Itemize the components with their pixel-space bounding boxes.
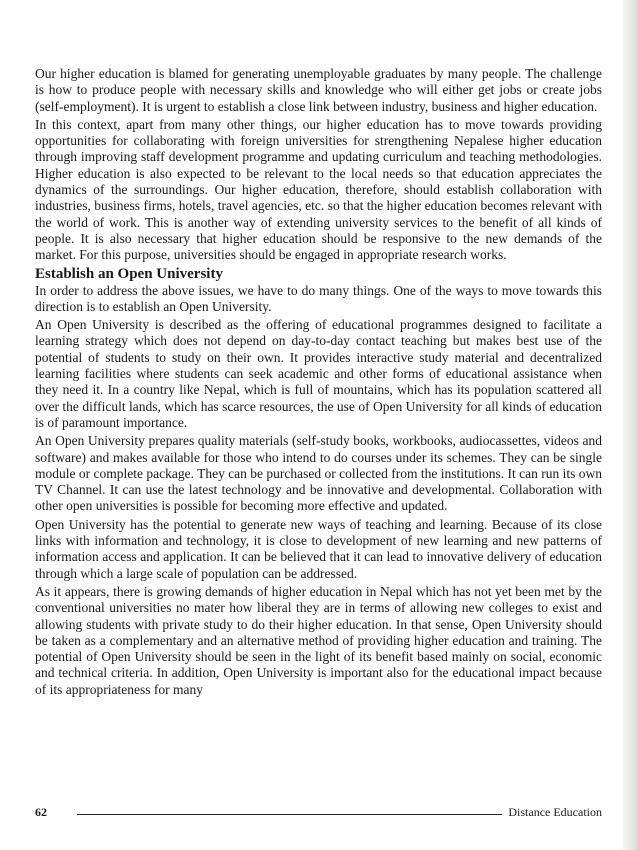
page-footer bbox=[35, 804, 602, 820]
paragraph-quality-materials: An Open University prepares quality materials (self-study books, workbooks, audiocassettes, videos and software) and makes available for those who intend to do courses under its schemes. They can be single module or complete package. They can be purchased or collected from the institutions. It can run its own TV Channel. It can use the latest technology and be innovative and developmental. Collaboration with other open universities is possible for becoming more effective and updated. bbox=[35, 433, 602, 514]
paragraph-address-issues: In order to address the above issues, we have to do many things. One of the ways to move towards this direction is to establish an Open University. bbox=[35, 282, 602, 314]
page-number: 62 bbox=[35, 804, 47, 819]
footer-rule bbox=[77, 814, 502, 815]
paragraph-potential: Open University has the potential to generate new ways of teaching and learning. Because of its close links with information and technology, it is close to development of new learning and new patterns of information access and application. It can be believed that it can lead to innovative delivery of education through which a large scale of population can be addressed. bbox=[35, 516, 602, 581]
running-title: Distance Education bbox=[508, 804, 602, 819]
paragraph-unemployable-graduates: Our higher education is blamed for generating unemployable graduates by many people. The challenge is how to produce people with necessary skills and knowledge who will either get jobs or create jobs (self-employment). It is urgent to establish a close link between industry, business and higher education. bbox=[35, 66, 602, 114]
page-body bbox=[35, 66, 602, 700]
paragraph-growing-demands: As it appears, there is growing demands of higher education in Nepal which has not yet been met by the conventional universities no mater how liberal they are in terms of allowing new colleges to exist and allowing students with private study to do their higher education. In that sense, Open University should be taken as a complementary and an alternative method of providing higher education and training. The potential of Open University should be seen in the light of its benefit based mainly on social, economic and technical criteria. In addition, Open University is important also for the educational impact because of its appropriateness for many bbox=[35, 583, 602, 697]
paragraph-collaboration: In this context, apart from many other things, our higher education has to move towards providing opportunities for collaborating with foreign universities for strengthening Nepalese higher education through improving staff development programme and updating curriculum and teaching methodologies. Higher education is also expected to be relevant to the local needs so that education appreciates the dynamics of the surroundings. Our higher education, therefore, should establish collaboration with industries, business firms, hotels, travel agencies, etc. so that the higher education becomes relevant with the world of work. This is another way of extending university services to the benefit of all kinds of people. It is also necessary that higher education should be responsive to the new demands of the market. For this purpose, universities should be engaged in appropriate research works. bbox=[35, 116, 602, 263]
paragraph-open-university-definition: An Open University is described as the offering of educational programmes designed to facilitate a learning strategy which does not depend on day-to-day contact teaching but makes best use of the potential of students to study on their own. It provides interactive study material and decentralized learning facilities where students can seek academic and other forms of educational assistance when they need it. In a country like Nepal, which is full of mountains, which has its population scattered all over the difficult lands, which has scarce resources, the use of Open University for all kinds of education is of paramount importance. bbox=[35, 317, 602, 430]
page-edge-shadow bbox=[623, 0, 637, 850]
section-heading: Establish an Open University bbox=[35, 265, 223, 282]
